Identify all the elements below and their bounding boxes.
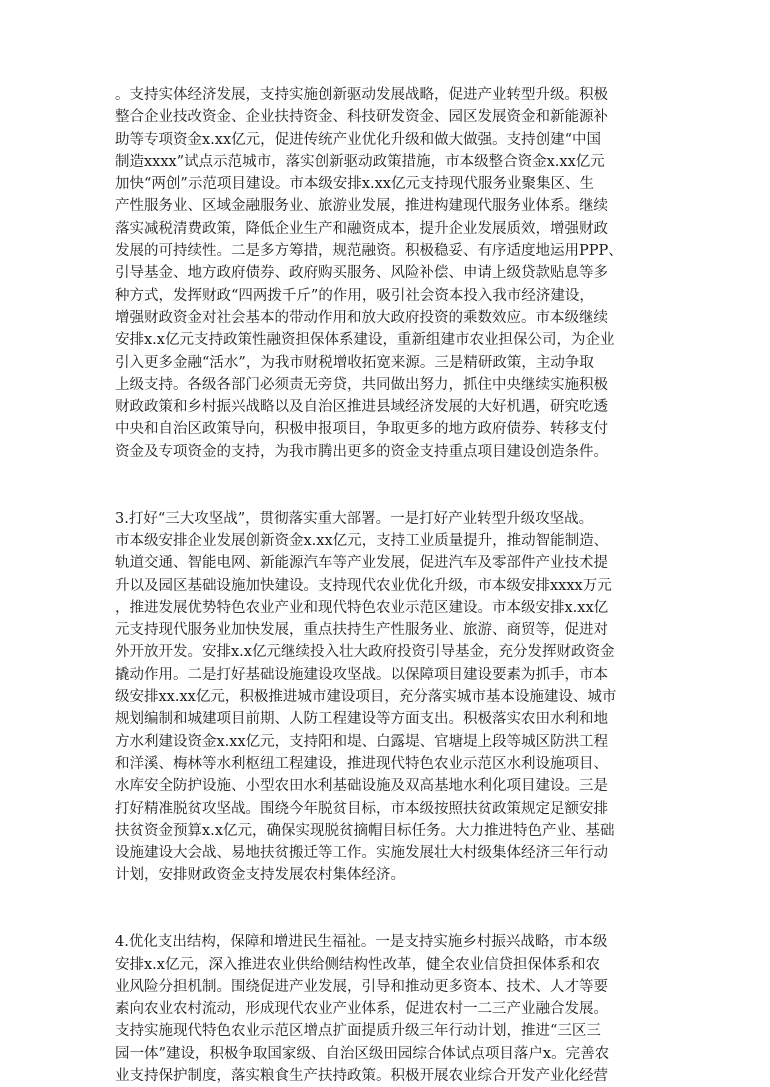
text-line: 。支持实体经济发展，支持实施创新驱动发展战略，促进产业转型升级。积极: [115, 87, 608, 103]
text-line: 财政政策和乡村振兴战略以及自治区推进县域经济发展的大好机遇，研究吃透: [115, 399, 608, 416]
text-line: 规划编制和城建项目前期、人防工程建设等方面支出。积极落实农田水利和地: [115, 711, 608, 728]
text-line: 安排x.x亿元支持政策性融资担保体系建设，重新组建市农业担保公司，为企业: [115, 332, 615, 349]
text-line: 上级支持。各级各部门必须责无旁贷，共同做出努力，抓住中央继续实施积极: [115, 376, 608, 393]
text-line: 水库安全防护设施、小型农田水利基础设施及双高基地水利化项目建设。三是: [115, 778, 608, 795]
text-line: 整合企业技改资金、企业扶持资金、科技研发资金、园区发展资金和新能源补: [115, 109, 608, 126]
text-line: 4.优化支出结构，保障和增进民生福祉。一是支持实施乡村振兴战略，市本级: [115, 934, 608, 951]
text-line: 3.打好“三大攻坚战”，贯彻落实重大部署。一是打好产业转型升级攻坚战。: [115, 510, 594, 527]
text-line: 安排x.x亿元，深入推进农业供给侧结构性改革，健全农业信贷担保体系和农: [115, 956, 600, 973]
text-line: 加快“两创”示范项目建设。市本级安排x.xx亿元支持现代服务业聚集区、生: [115, 176, 594, 193]
text-line: 业风险分担机制。围绕促进产业发展，引导和推动更多资本、技术、人才等要: [115, 978, 608, 995]
text-line: 中央和自治区政策导向，积极申报项目，争取更多的地方政府债券、转移支付: [115, 421, 608, 438]
paragraph-gap: [115, 887, 660, 932]
text-line: 升以及园区基础设施加快建设。支持现代农业优化升级，市本级安排xxxx万元: [115, 577, 612, 594]
text-line: 种方式，发挥财政“四两拨千斤”的作用，吸引社会资本投入我市经济建设，: [115, 287, 594, 304]
text-line: 元支持现代服务业加快发展，重点扶持生产性服务业、旅游、商贸等，促进对: [115, 622, 608, 639]
text-line: ，推进发展优势特色农业产业和现代特色农业示范区建设。市本级安排x.xx亿: [115, 599, 609, 616]
text-line: 外开放开发。安排x.x亿元继续投入壮大政府投资引导基金，充分发挥财政资金: [115, 644, 615, 661]
text-line: 支持实施现代特色农业示范区增点扩面提质升级三年行动计划，推进“三区三: [115, 1023, 601, 1040]
text-line: 业支持保护制度，落实粮食生产扶持政策。积极开展农业综合开发产业化经营: [115, 1068, 608, 1085]
text-line: 园一体”建设，积极争取国家级、自治区级田园综合体试点项目落户x。完善农: [115, 1045, 610, 1062]
text-line: 和洋溪、梅林等水利枢纽工程建设，推进现代特色农业示范区水利设施项目、: [115, 755, 608, 772]
document-page: [115, 84, 660, 1087]
paragraph-three-battles: [115, 508, 660, 887]
text-line: 资金及专项资金的支持，为我市腾出更多的资金支持重点项目建设创造条件。: [115, 443, 608, 460]
text-line: 引导基金、地方政府债券、政府购买服务、风险补偿、申请上级贷款贴息等多: [115, 265, 608, 282]
text-line: 制造xxxx”试点示范城市，落实创新驱动政策措施，市本级整合资金x.xx亿元: [115, 153, 605, 170]
text-line: 扶贫资金预算x.x亿元，确保实现脱贫摘帽目标任务。大力推进特色产业、基础: [115, 822, 615, 839]
paragraph-livelihood: [115, 931, 660, 1087]
text-line: 方水利建设资金x.xx亿元，支持阳和堤、白露堤、官塘堤上段等城区防洪工程: [115, 733, 609, 750]
paragraph-industrial-support: [115, 84, 660, 463]
text-line: 产性服务业、区域金融服务业、旅游业发展，推进构建现代服务业体系。继续: [115, 198, 608, 215]
text-line: 素向农业农村流动，形成现代农业产业体系，促进农村一二三产业融合发展。: [115, 1001, 608, 1018]
text-line: 增强财政资金对社会基本的带动作用和放大政府投资的乘数效应。市本级继续: [115, 309, 608, 326]
text-line: 落实减税清费政策，降低企业生产和融资成本，提升企业发展质效，增强财政: [115, 220, 608, 237]
text-line: 打好精准脱贫攻坚战。围绕今年脱贫目标，市本级按照扶贫政策规定足额安排: [115, 800, 608, 817]
text-line: 级安排xx.xx亿元，积极推进城市建设项目，充分落实城市基本设施建设、城市: [115, 689, 617, 706]
text-line: 轨道交通、智能电网、新能源汽车等产业发展，促进汽车及零部件产业技术提: [115, 555, 608, 572]
text-line: 计划，安排财政资金支持发展农村集体经济。: [115, 867, 405, 884]
text-line: 市本级安排企业发展创新资金x.xx亿元，支持工业质量提升，推动智能制造、: [115, 532, 609, 549]
text-line: 设施建设大会战、易地扶贫搬迁等工作。实施发展壮大村级集体经济三年行动: [115, 845, 608, 862]
text-line: 撬动作用。二是打好基础设施建设攻坚战。以保障项目建设要素为抓手，市本: [115, 666, 608, 683]
text-line: 助等专项资金x.xx亿元，促进传统产业优化升级和做大做强。支持创建“中国: [115, 131, 602, 148]
text-line: 引入更多金融“活水”，为我市财税增收拓宽来源。三是精研政策，主动争取: [115, 354, 594, 371]
text-line: 发展的可持续性。二是多方筹措，规范融资。积极稳妥、有序适度地运用PPP、: [115, 243, 623, 260]
paragraph-gap: [115, 463, 660, 508]
